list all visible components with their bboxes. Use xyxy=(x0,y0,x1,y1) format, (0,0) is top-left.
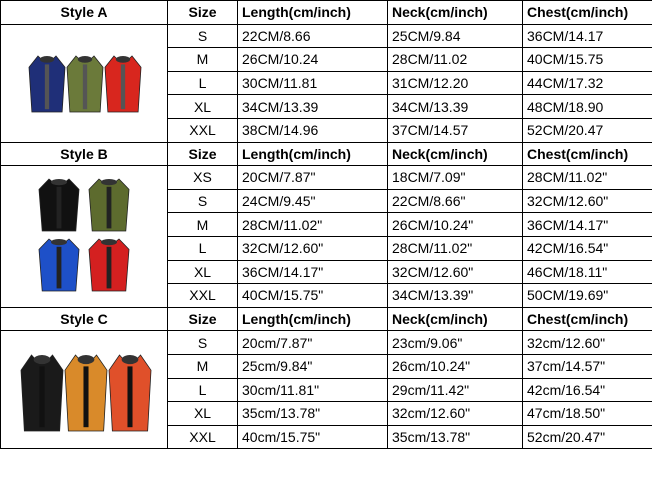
chest-cell: 32cm/12.60" xyxy=(523,331,652,355)
length-cell: 40cm/15.75" xyxy=(238,425,388,449)
neck-cell: 26CM/10.24" xyxy=(388,213,523,237)
length-cell: 25cm/9.84" xyxy=(238,354,388,378)
dog-vest-icon xyxy=(105,56,141,112)
length-cell: 30cm/11.81" xyxy=(238,378,388,402)
product-image xyxy=(9,46,159,121)
neck-cell: 34CM/13.39" xyxy=(388,284,523,308)
length-cell: 34CM/13.39 xyxy=(238,95,388,119)
length-cell: 22CM/8.66 xyxy=(238,24,388,48)
length-header: Length(cm/inch) xyxy=(238,142,388,166)
size-cell: XL xyxy=(168,402,238,426)
dog-vest-icon xyxy=(67,56,103,112)
chest-cell: 48CM/18.90 xyxy=(523,95,652,119)
neck-cell: 23cm/9.06" xyxy=(388,331,523,355)
neck-header: Neck(cm/inch) xyxy=(388,307,523,331)
style-name: Style A xyxy=(1,1,168,25)
size-header: Size xyxy=(168,1,238,25)
neck-header: Neck(cm/inch) xyxy=(388,1,523,25)
dog-vest-icon xyxy=(21,355,63,431)
dog-vest-icon xyxy=(89,179,129,231)
size-cell: M xyxy=(168,213,238,237)
table-row xyxy=(1,331,652,355)
size-cell: M xyxy=(168,48,238,72)
chest-cell: 32CM/12.60" xyxy=(523,189,652,213)
chest-cell: 52CM/20.47 xyxy=(523,118,652,142)
length-cell: 38CM/14.96 xyxy=(238,118,388,142)
chest-cell: 36CM/14.17" xyxy=(523,213,652,237)
neck-cell: 34CM/13.39 xyxy=(388,95,523,119)
style-header-row xyxy=(1,1,652,25)
size-cell: XXL xyxy=(168,284,238,308)
length-cell: 40CM/15.75" xyxy=(238,284,388,308)
size-cell: XXL xyxy=(168,425,238,449)
chest-header: Chest(cm/inch) xyxy=(523,307,652,331)
style-image xyxy=(1,166,168,308)
neck-cell: 32CM/12.60" xyxy=(388,260,523,284)
size-cell: XL xyxy=(168,95,238,119)
chest-cell: 42CM/16.54" xyxy=(523,236,652,260)
size-header: Size xyxy=(168,307,238,331)
neck-cell: 25CM/9.84 xyxy=(388,24,523,48)
neck-cell: 22CM/8.66" xyxy=(388,189,523,213)
chest-cell: 28CM/11.02" xyxy=(523,166,652,190)
neck-cell: 29cm/11.42" xyxy=(388,378,523,402)
length-cell: 20cm/7.87" xyxy=(238,331,388,355)
size-cell: M xyxy=(168,354,238,378)
chest-cell: 47cm/18.50" xyxy=(523,402,652,426)
length-cell: 26CM/10.24 xyxy=(238,48,388,72)
neck-header: Neck(cm/inch) xyxy=(388,142,523,166)
length-header: Length(cm/inch) xyxy=(238,307,388,331)
chest-header: Chest(cm/inch) xyxy=(523,142,652,166)
size-header: Size xyxy=(168,142,238,166)
length-cell: 28CM/11.02" xyxy=(238,213,388,237)
length-cell: 36CM/14.17" xyxy=(238,260,388,284)
style-header-row xyxy=(1,307,652,331)
dog-vest-icon xyxy=(89,239,129,291)
dog-vest-icon xyxy=(65,355,107,431)
length-cell: 35cm/13.78" xyxy=(238,402,388,426)
product-image xyxy=(9,171,159,301)
table-row xyxy=(1,24,652,48)
neck-cell: 32cm/12.60" xyxy=(388,402,523,426)
length-cell: 30CM/11.81 xyxy=(238,71,388,95)
length-cell: 24CM/9.45" xyxy=(238,189,388,213)
chest-cell: 42cm/16.54" xyxy=(523,378,652,402)
size-cell: XL xyxy=(168,260,238,284)
style-name: Style C xyxy=(1,307,168,331)
length-header: Length(cm/inch) xyxy=(238,1,388,25)
size-cell: L xyxy=(168,378,238,402)
neck-cell: 28CM/11.02" xyxy=(388,236,523,260)
table-row xyxy=(1,166,652,190)
size-cell: S xyxy=(168,331,238,355)
chest-cell: 36CM/14.17 xyxy=(523,24,652,48)
style-header-row xyxy=(1,142,652,166)
product-image xyxy=(9,337,159,442)
length-cell: 20CM/7.87" xyxy=(238,166,388,190)
chest-cell: 50CM/19.69" xyxy=(523,284,652,308)
dog-vest-icon xyxy=(39,239,79,291)
size-cell: XS xyxy=(168,166,238,190)
style-image xyxy=(1,24,168,142)
chest-cell: 40CM/15.75 xyxy=(523,48,652,72)
neck-cell: 31CM/12.20 xyxy=(388,71,523,95)
neck-cell: 26cm/10.24" xyxy=(388,354,523,378)
neck-cell: 35cm/13.78" xyxy=(388,425,523,449)
size-cell: S xyxy=(168,24,238,48)
dog-vest-icon xyxy=(29,56,65,112)
chest-header: Chest(cm/inch) xyxy=(523,1,652,25)
size-cell: XXL xyxy=(168,118,238,142)
chest-cell: 46CM/18.11" xyxy=(523,260,652,284)
neck-cell: 37CM/14.57 xyxy=(388,118,523,142)
size-cell: L xyxy=(168,71,238,95)
style-name: Style B xyxy=(1,142,168,166)
style-image xyxy=(1,331,168,449)
size-cell: S xyxy=(168,189,238,213)
size-cell: L xyxy=(168,236,238,260)
dog-vest-icon xyxy=(39,179,79,231)
chest-cell: 44CM/17.32 xyxy=(523,71,652,95)
dog-vest-icon xyxy=(109,355,151,431)
length-cell: 32CM/12.60" xyxy=(238,236,388,260)
chest-cell: 37cm/14.57" xyxy=(523,354,652,378)
neck-cell: 28CM/11.02 xyxy=(388,48,523,72)
chest-cell: 52cm/20.47" xyxy=(523,425,652,449)
neck-cell: 18CM/7.09" xyxy=(388,166,523,190)
